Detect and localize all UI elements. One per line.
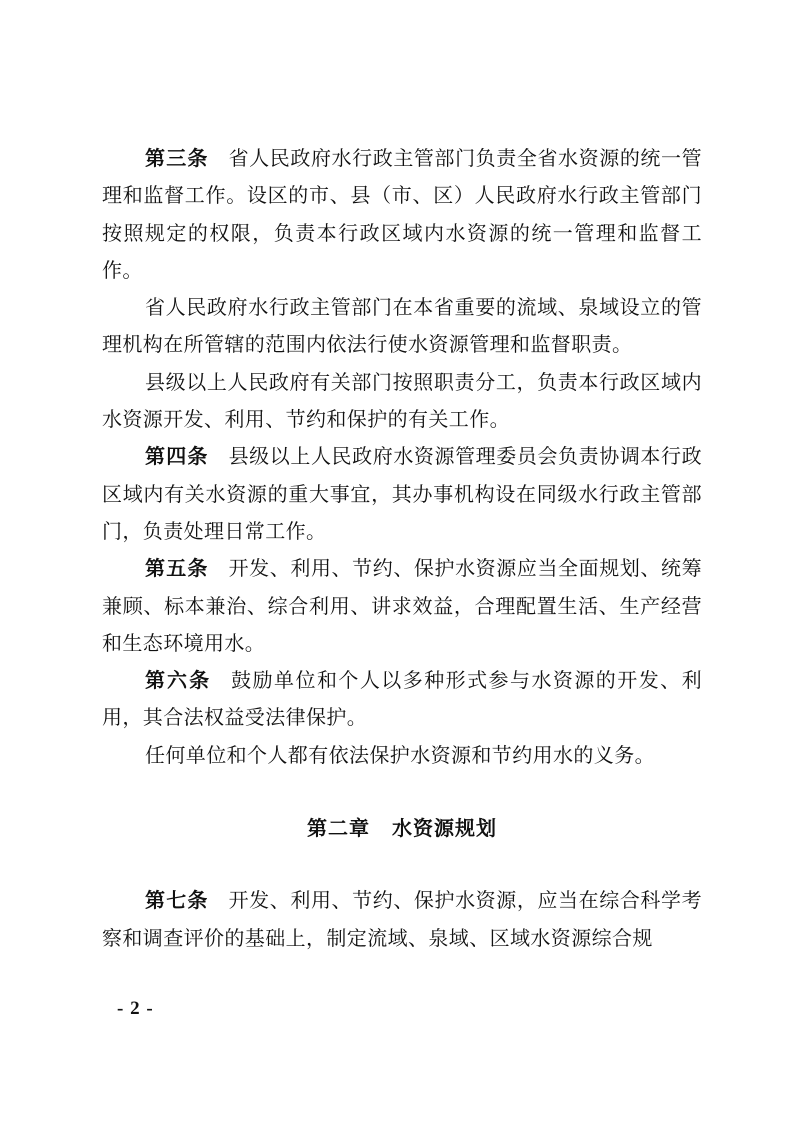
paragraph bbox=[102, 737, 702, 774]
paragraph-text: 任何单位和个人都有依法保护水资源和节约用水的义务。 bbox=[145, 742, 655, 767]
paragraph-text: 开发、利用、节约、保护水资源应当全面规划、统筹兼顾、标本兼治、综合利用、讲求效益，合理配置生活、生产经营和生态环境用水。 bbox=[102, 556, 702, 655]
paragraph bbox=[102, 289, 702, 364]
paragraph-text: 开发、利用、节约、保护水资源，应当在综合科学考察和调查评价的基础上，制定流域、泉域、区域水资源综合规 bbox=[102, 888, 702, 950]
article-paragraph bbox=[102, 140, 702, 289]
article-section-1 bbox=[102, 140, 702, 774]
article-number: 第七条 bbox=[145, 888, 209, 913]
chapter-title: 水资源规划 bbox=[392, 816, 497, 841]
paragraph bbox=[102, 364, 702, 439]
article-paragraph bbox=[102, 662, 702, 737]
paragraph-text: 鼓励单位和个人以多种形式参与水资源的开发、利用，其合法权益受法律保护。 bbox=[102, 668, 702, 730]
document-body bbox=[102, 140, 702, 957]
paragraph-text: 省人民政府水行政主管部门在本省重要的流域、泉域设立的管理机构在所管辖的范围内依法行使水资源管理和监督职责。 bbox=[102, 295, 702, 357]
article-paragraph bbox=[102, 438, 702, 550]
article-number: 第四条 bbox=[145, 444, 209, 469]
paragraph-text: 县级以上人民政府有关部门按照职责分工，负责本行政区域内水资源开发、利用、节约和保护的有关工作。 bbox=[102, 369, 702, 432]
paragraph-text: 县级以上人民政府水资源管理委员会负责协调本行政区域内有关水资源的重大事宜，其办事机构设在同级水行政主管部门，负责处理日常工作。 bbox=[102, 444, 702, 543]
article-section-2 bbox=[102, 882, 702, 957]
page-number: - 2 - bbox=[117, 998, 154, 1019]
paragraph-text: 省人民政府水行政主管部门负责全省水资源的统一管理和监督工作。设区的市、县（市、区）人民政府水行政主管部门按照规定的权限，负责本行政区域内水资源的统一管理和监督工作。 bbox=[102, 146, 702, 282]
article-paragraph bbox=[102, 550, 702, 662]
article-number: 第五条 bbox=[145, 556, 209, 581]
article-number: 第三条 bbox=[145, 146, 209, 170]
chapter-number: 第二章 bbox=[307, 816, 370, 841]
article-number: 第六条 bbox=[145, 668, 212, 693]
article-paragraph bbox=[102, 882, 702, 957]
chapter-heading bbox=[102, 810, 702, 847]
